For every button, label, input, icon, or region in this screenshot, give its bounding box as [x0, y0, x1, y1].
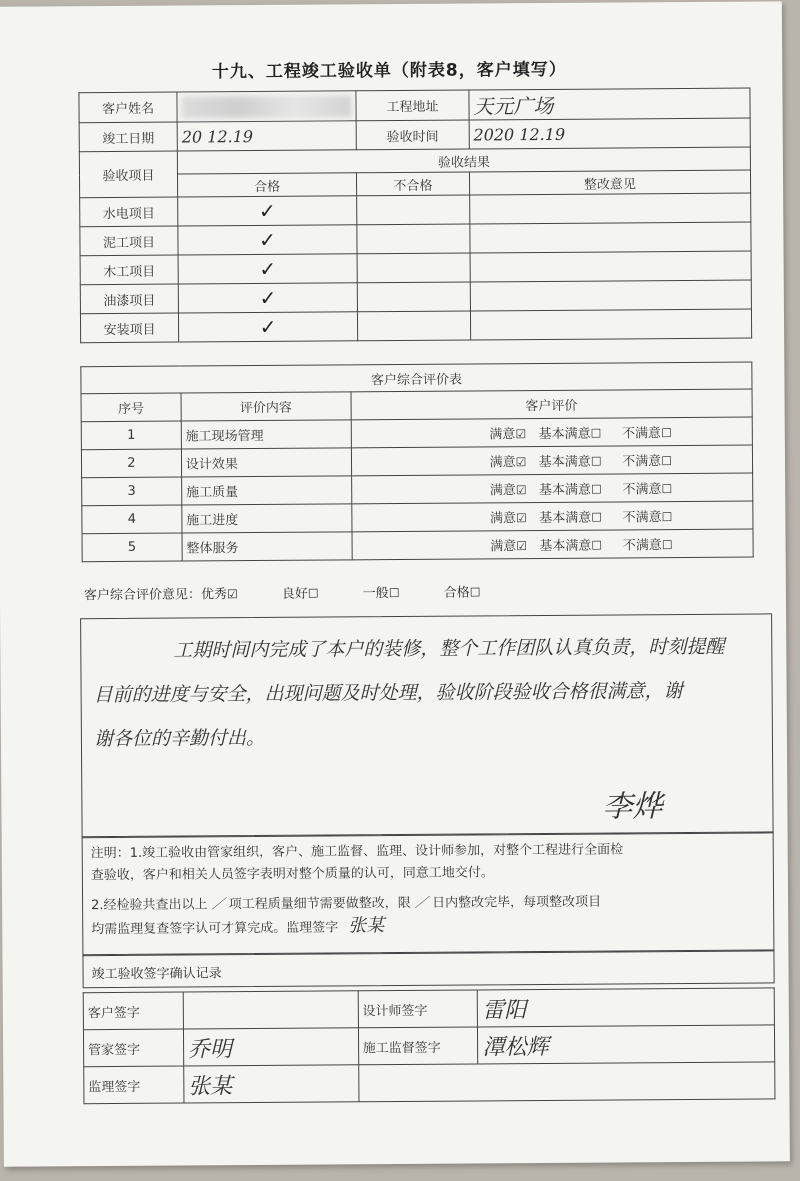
acceptance-form-paper: [0, 1, 790, 1166]
pass-check: ✓: [178, 283, 357, 313]
advice-cell: [469, 193, 750, 224]
evaluation-row: [82, 529, 753, 562]
note-line: 注明：1.竣工验收由管家组织，客户、施工监督、监理、设计师参加，对整个工程进行全面检: [90, 842, 624, 862]
steward-signature: 乔明: [183, 1028, 358, 1066]
item-name: 泥工项目: [80, 226, 178, 256]
advice-cell: [470, 309, 751, 340]
opinion-line: 谢各位的辛勤付出。: [93, 726, 266, 751]
evaluation-table: [80, 362, 753, 563]
empty-sign-cell: [358, 1062, 775, 1102]
customer-sign-label: 客户签字: [83, 992, 183, 1030]
row-no: 2: [81, 449, 181, 478]
fail-cell: [357, 253, 470, 283]
acceptance-row: [80, 309, 751, 343]
overall-opt-excellent: 优秀: [200, 587, 228, 603]
row-no: 3: [82, 477, 182, 506]
acceptance-table: [78, 88, 752, 344]
eval-options: 满意☑ 基本满意☐ 不满意☐: [352, 529, 754, 560]
col-pass: 合格: [178, 173, 357, 197]
fail-cell: [357, 282, 470, 312]
steward-sign-label: 管家签字: [83, 1029, 183, 1067]
fail-cell: [357, 195, 470, 225]
note-supervisor-signature: 张某: [348, 915, 385, 937]
customer-name-label: 客户姓名: [79, 92, 177, 123]
pass-check: ✓: [178, 196, 357, 226]
eval-options: 满意☑ 基本满意☐ 不满意☐: [351, 473, 753, 504]
col-advice: 整改意见: [469, 170, 750, 195]
opinion-line: 目前的进度与安全，出现问题及时处理，验收阶段验收合格很满意，谢: [93, 680, 683, 707]
pass-check: ✓: [179, 312, 358, 342]
items-label: 验收项目: [79, 151, 177, 198]
eval-options: 满意☑ 基本满意☐ 不满意☐: [351, 501, 753, 532]
fail-cell: [358, 311, 471, 341]
signature-section-header: [82, 949, 774, 988]
row-content: 整体服务: [182, 532, 352, 561]
opinion-line: 工期时间内完成了本户的装修，整个工作团队认真负责，时刻提醒: [173, 635, 725, 662]
row-content: 设计效果: [181, 448, 351, 477]
overall-rating: 客户综合评价意见：优秀☑ 良好☐ 一般☐ 合格☐: [83, 585, 481, 604]
acceptance-time-label: 验收时间: [356, 120, 469, 150]
acceptance-row: [80, 193, 751, 227]
acceptance-row: [80, 222, 751, 256]
col-eval: 客户评价: [351, 389, 753, 420]
note-line: 均需监理复查签字认可才算完成。监理签字 张某: [91, 915, 385, 938]
overall-label: 客户综合评价意见：: [83, 587, 201, 604]
item-name: 安装项目: [80, 313, 178, 343]
advice-cell: [470, 222, 751, 253]
monitor-signature: 潭松辉: [478, 1025, 775, 1064]
project-address-label: 工程地址: [356, 90, 469, 121]
designer-signature: 雷阳: [478, 988, 775, 1027]
col-fail: 不合格: [357, 172, 470, 196]
customer-signature: 李烨: [602, 789, 663, 825]
row-no: 5: [82, 533, 182, 562]
overall-opt-pass: 合格: [443, 585, 470, 601]
item-name: 木工项目: [80, 255, 178, 285]
redacted-name: [182, 95, 352, 118]
designer-sign-label: 设计师签字: [358, 990, 478, 1028]
signature-table: [83, 987, 776, 1104]
col-no: 序号: [81, 393, 181, 422]
monitor-sign-label: 施工监督签字: [358, 1027, 478, 1065]
item-name: 油漆项目: [80, 284, 178, 314]
completion-date-value: 20 12.19: [177, 121, 356, 151]
acceptance-row: [80, 280, 751, 314]
notes-box: [82, 831, 775, 956]
supervisor-signature: 张某: [184, 1065, 359, 1103]
form-title: 十九、工程竣工验收单（附表8，客户填写）: [211, 59, 567, 83]
fail-cell: [357, 224, 470, 254]
overall-opt-good: 良好: [281, 586, 308, 602]
result-label: 验收结果: [177, 147, 750, 174]
row-content: 施工质量: [181, 476, 351, 505]
project-address-value: 天元广场: [469, 88, 750, 120]
evaluation-title: 客户综合评价表: [81, 362, 752, 394]
advice-cell: [470, 251, 751, 282]
row-content: 施工进度: [182, 504, 352, 533]
col-content: 评价内容: [181, 392, 351, 421]
eval-options: 满意☑ 基本满意☐ 不满意☐: [351, 445, 753, 476]
note-line: 查验收，客户和相关人员签字表明对整个质量的认可，同意工地交付。: [90, 865, 494, 884]
item-name: 水电项目: [80, 197, 178, 227]
acceptance-time-value: 2020 12.19: [469, 118, 750, 149]
notes-text: [83, 832, 774, 947]
eval-options: 满意☑ 基本满意☐ 不满意☐: [351, 417, 753, 448]
signature-section-title: 竣工验收签字确认记录: [91, 966, 222, 983]
supervisor-sign-label: 监理签字: [84, 1066, 184, 1104]
row-content: 施工现场管理: [181, 420, 351, 449]
customer-sign-cell: [183, 991, 358, 1029]
pass-check: ✓: [178, 225, 357, 255]
note-line: 2.经检验共查出以上 ／ 项工程质量细节需要做整改，限 ／ 日内整改完毕，每项整改项目: [91, 894, 602, 914]
completion-date-label: 竣工日期: [79, 122, 177, 152]
pass-check: ✓: [178, 254, 357, 284]
acceptance-row: [80, 251, 751, 285]
opinion-text: [81, 614, 772, 771]
opinion-box: [80, 613, 774, 838]
customer-name-value: [177, 91, 356, 122]
row-no: 1: [81, 421, 181, 450]
row-no: 4: [82, 505, 182, 534]
overall-opt-average: 一般: [362, 586, 389, 602]
advice-cell: [470, 280, 751, 311]
